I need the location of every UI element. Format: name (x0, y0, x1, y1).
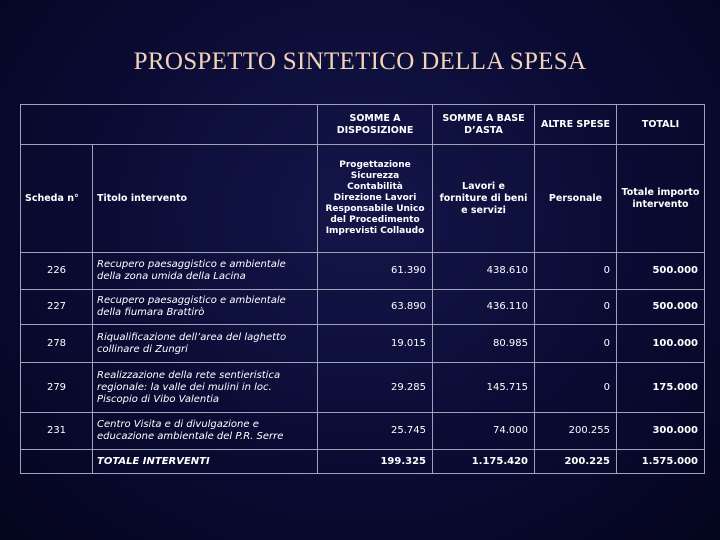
table-row (21, 363, 705, 413)
row-scheda: 279 (21, 363, 93, 413)
header-somme-base-asta: SOMME A BASE D’ASTA (433, 105, 535, 145)
row-titolo: Recupero paesaggistico e ambientale della fiumara Brattirò (93, 290, 318, 325)
totals-label: TOTALE INTERVENTI (93, 450, 318, 474)
row-base-asta: 438.610 (433, 253, 535, 290)
row-scheda: 278 (21, 325, 93, 363)
header-progettazione: Progettazione Sicurezza Contabilità Direzione Lavori Responsabile Unico del Procedimento Imprevisti Collaudo (318, 145, 433, 253)
header-row-sub (21, 145, 705, 253)
row-scheda: 226 (21, 253, 93, 290)
row-altre: 0 (535, 290, 617, 325)
row-titolo: Centro Visita e di divulgazione e educazione ambientale del P.R. Serre (93, 413, 318, 450)
totals-disposizione: 199.325 (318, 450, 433, 474)
row-titolo: Realizzazione della rete sentieristica regionale: la valle dei mulini in loc. Piscopio di Vibo Valentia (93, 363, 318, 413)
row-base-asta: 436.110 (433, 290, 535, 325)
header-somme-disposizione: SOMME A DISPOSIZIONE (318, 105, 433, 145)
totals-totale: 1.575.000 (617, 450, 705, 474)
totals-altre: 200.225 (535, 450, 617, 474)
totals-row (21, 450, 705, 474)
row-disposizione: 25.745 (318, 413, 433, 450)
header-altre-spese: ALTRE SPESE (535, 105, 617, 145)
header-totale-importo: Totale importo intervento (617, 145, 705, 253)
row-totale: 300.000 (617, 413, 705, 450)
row-titolo: Riqualificazione dell’area del laghetto collinare di Zungri (93, 325, 318, 363)
row-totale: 175.000 (617, 363, 705, 413)
row-totale: 100.000 (617, 325, 705, 363)
header-titolo: Titolo intervento (93, 145, 318, 253)
page-title: PROSPETTO SINTETICO DELLA SPESA (133, 48, 587, 75)
row-base-asta: 74.000 (433, 413, 535, 450)
spending-table (20, 104, 705, 474)
table-row (21, 290, 705, 325)
table-row (21, 325, 705, 363)
header-totali: TOTALI (617, 105, 705, 145)
row-disposizione: 29.285 (318, 363, 433, 413)
header-blank-cell (21, 105, 318, 145)
table-row (21, 253, 705, 290)
row-altre: 0 (535, 363, 617, 413)
row-scheda: 231 (21, 413, 93, 450)
header-personale: Personale (535, 145, 617, 253)
row-altre: 0 (535, 325, 617, 363)
header-scheda: Scheda n° (21, 145, 93, 253)
row-base-asta: 80.985 (433, 325, 535, 363)
row-base-asta: 145.715 (433, 363, 535, 413)
row-altre: 200.255 (535, 413, 617, 450)
row-disposizione: 61.390 (318, 253, 433, 290)
row-titolo: Recupero paesaggistico e ambientale della zona umida della Lacina (93, 253, 318, 290)
header-lavori: Lavori e forniture di beni e servizi (433, 145, 535, 253)
row-totale: 500.000 (617, 290, 705, 325)
header-row-top (21, 105, 705, 145)
totals-base-asta: 1.175.420 (433, 450, 535, 474)
row-disposizione: 63.890 (318, 290, 433, 325)
row-altre: 0 (535, 253, 617, 290)
row-scheda: 227 (21, 290, 93, 325)
totals-blank-cell (21, 450, 93, 474)
table-row (21, 413, 705, 450)
row-disposizione: 19.015 (318, 325, 433, 363)
row-totale: 500.000 (617, 253, 705, 290)
